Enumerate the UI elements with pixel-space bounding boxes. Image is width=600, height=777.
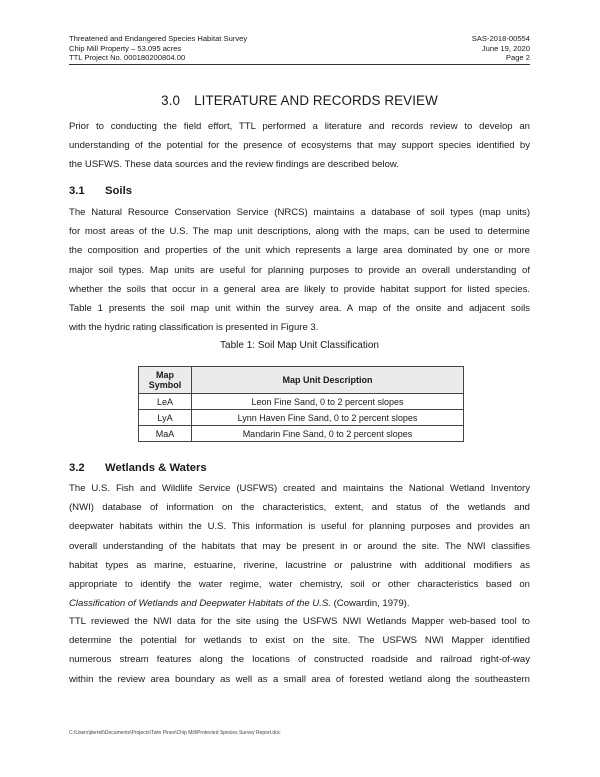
text-line: for most areas of the U.S. The map unit descriptions, along with the maps, can be used to determine	[69, 226, 530, 238]
column-header-map-symbol	[139, 367, 192, 394]
map-symbol-cell: LyA	[139, 410, 192, 426]
soils-paragraph	[69, 203, 530, 337]
description-cell: Mandarin Fine Sand, 0 to 2 percent slopes	[192, 426, 464, 442]
text-line	[69, 594, 530, 613]
table-caption: Table 1: Soil Map Unit Classification	[220, 340, 379, 351]
text-line: overall understanding of the habitats that may be present in or around the site. The NWI classifies	[69, 540, 530, 552]
text-line: numerous stream features along the locations of constructed roadside and railroad right-of-way	[69, 654, 530, 666]
section-number: 3.0	[161, 93, 181, 108]
wetlands-number: 3.2	[69, 462, 85, 474]
text-line: whether the soils that occur in a general area are likely to provide habitat support for listed species.	[69, 283, 530, 295]
table-row	[139, 394, 464, 410]
wetlands-heading	[69, 462, 207, 474]
table-row	[139, 410, 464, 426]
text-line: (NWI) database of information on the characteristics, extent, and status of the wetlands and	[69, 502, 530, 514]
description-cell: Leon Fine Sand, 0 to 2 percent slopes	[192, 394, 464, 410]
header-divider	[69, 64, 530, 65]
wetlands-paragraph-2	[69, 612, 530, 689]
header-title: Threatened and Endangered Species Habitat Survey	[69, 34, 248, 43]
text-line: with the hydric rating classification is presented in Figure 3.	[69, 322, 319, 334]
citation-title: Classification of Wetlands and Deepwater Habitats of the U.S.	[69, 598, 331, 610]
map-symbol-cell: MaA	[139, 426, 192, 442]
text-line: deepwater habitats within the U.S. This information is useful for planning purposes and provides an	[69, 521, 530, 533]
map-symbol-cell: LeA	[139, 394, 192, 410]
text-line: the USFWS. These data sources and the review findings are described below.	[69, 159, 399, 171]
soils-title: Soils	[105, 185, 132, 197]
text-line: habitat types as marine, estuarine, riverine, lacustrine or palustrine with additional modifiers as	[69, 559, 530, 571]
text-line: The Natural Resource Conservation Service (NRCS) maintains a database of soil types (map units)	[69, 207, 530, 218]
wetlands-paragraph-1	[69, 479, 530, 613]
intro-paragraph	[69, 117, 530, 175]
column-header-description: Map Unit Description	[192, 367, 464, 394]
text-line: TTL reviewed the NWI data for the site using the USFWS NWI Wetlands Mapper web-based tool to	[69, 616, 530, 627]
text-line: The U.S. Fish and Wildlife Service (USFWS) created and maintains the National Wetland Inventory	[69, 483, 530, 494]
table-row	[139, 426, 464, 442]
header-page-number: Page 2	[505, 53, 530, 63]
table-header-row	[139, 367, 464, 394]
column-header-label: Map Symbol	[148, 370, 182, 390]
section-title: LITERATURE AND RECORDS REVIEW	[194, 93, 438, 108]
header-date: June 19, 2020	[481, 43, 530, 53]
text-line: appropriate to identify the water regime, water chemistry, soil or other characteristics based on	[69, 578, 530, 590]
text-line: determine the potential for wetlands to exist on the site. The USFWS NWI Mapper identified	[69, 635, 530, 647]
header-right	[472, 34, 530, 63]
header-project-number: TTL Project No. 000180200804.00	[69, 53, 186, 63]
description-cell: Lynn Haven Fine Sand, 0 to 2 percent slopes	[192, 410, 464, 426]
text-line: within the review area boundary as well as a small area of forested wetland along the southeastern	[69, 673, 530, 685]
wetlands-title: Wetlands & Waters	[105, 462, 207, 474]
text-line: Prior to conducting the field effort, TTL performed a literature and records review to develop an	[69, 121, 530, 132]
header-property: Chip Mill Property – 53.095 acres	[69, 43, 182, 53]
text-line: major soil types. Map units are useful for planning purposes to provide an overall understanding of	[69, 264, 530, 276]
section-heading	[69, 93, 530, 108]
footer-file-path: C:\Users\jterrell\Documents\Projects\Twin Pines\Chip Mill\Protected Species Survey Report.doc	[69, 730, 281, 736]
soil-map-unit-table	[138, 366, 464, 442]
text-line: Table 1 presents the soil map unit within the survey area. A map of the onsite and adjacent soils	[69, 302, 530, 314]
header-doc-id: SAS-2018-00554	[471, 34, 530, 43]
header-left	[69, 34, 247, 63]
text-line: the composition and properties of the unit which represents a large area dominated by one or more	[69, 245, 530, 257]
soils-number: 3.1	[69, 185, 85, 197]
soils-heading	[69, 185, 132, 197]
citation-rest: (Cowardin, 1979).	[330, 598, 410, 610]
text-line: understanding of the potential for the presence of ecosystems that may support species identified by	[69, 140, 530, 152]
